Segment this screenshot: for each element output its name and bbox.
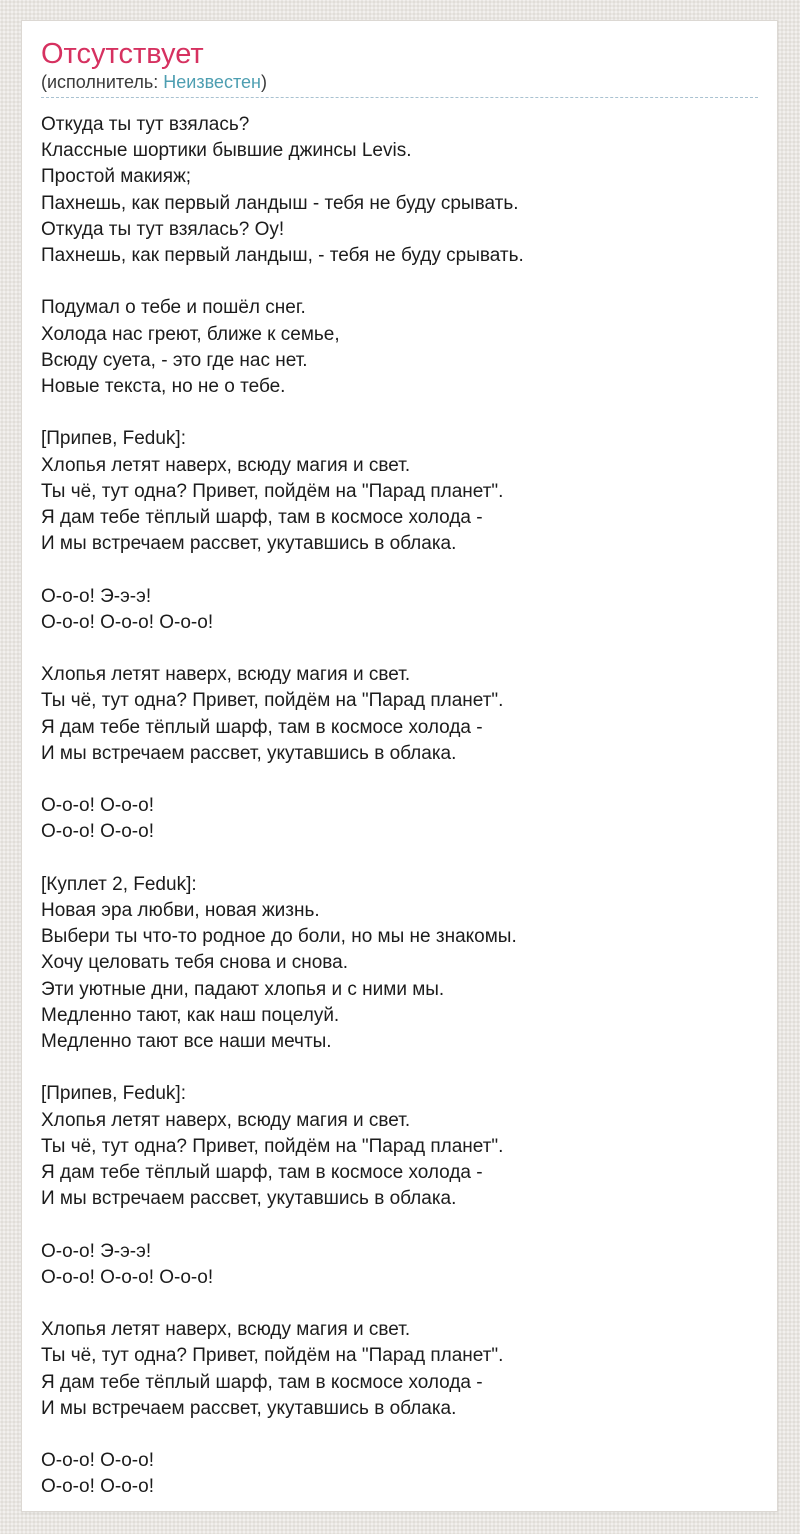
lyric-line: Всюду суета, - это где нас нет. bbox=[41, 349, 308, 371]
lyric-line: Я дам тебе тёплый шарф, там в космосе холода - bbox=[41, 507, 483, 529]
lyric-line: Эти уютные дни, падают хлопья и с ними мы. bbox=[41, 978, 445, 1000]
lyric-line: Хочу целовать тебя снова и снова. bbox=[41, 952, 349, 974]
lyric-line: О-о-о! О-о-о! О-о-о! bbox=[41, 1266, 214, 1288]
lyric-line: Классные шортики бывшие джинсы Levis. bbox=[41, 140, 412, 162]
verse bbox=[41, 1317, 758, 1422]
lyric-line: О-о-о! Э-э-э! bbox=[41, 585, 152, 607]
lyric-line: Новые текста, но не о тебе. bbox=[41, 376, 286, 398]
artist-line bbox=[41, 72, 758, 98]
lyric-line: Я дам тебе тёплый шарф, там в космосе холода - bbox=[41, 1371, 483, 1393]
artist-label-close: ) bbox=[260, 72, 267, 92]
lyric-line: О-о-о! Э-э-э! bbox=[41, 1240, 152, 1262]
lyric-line: Откуда ты тут взялась? Оу! bbox=[41, 218, 285, 240]
artist-link[interactable]: Неизвестен bbox=[163, 72, 261, 92]
lyric-line: Ты чё, тут одна? Привет, пойдём на "Парад планет". bbox=[41, 1135, 504, 1157]
lyric-line: Новая эра любви, новая жизнь. bbox=[41, 900, 320, 921]
lyric-line: Хлопья летят наверх, всюду магия и свет. bbox=[41, 664, 411, 686]
lyric-line: Хлопья летят наверх, всюду магия и свет. bbox=[41, 454, 411, 476]
lyric-line: Ты чё, тут одна? Привет, пойдём на "Парад планет". bbox=[41, 690, 504, 712]
verse bbox=[41, 426, 758, 557]
verse bbox=[41, 112, 758, 269]
lyric-line: Я дам тебе тёплый шарф, там в космосе холода - bbox=[41, 1162, 483, 1184]
verse bbox=[41, 1448, 758, 1500]
verse bbox=[41, 1081, 758, 1212]
verse bbox=[41, 1239, 758, 1291]
verse bbox=[41, 584, 758, 636]
lyric-line: Простой макияж; bbox=[41, 166, 192, 188]
lyric-line: [Куплет 2, Feduk]: bbox=[41, 873, 197, 895]
lyric-line: Хлопья летят наверх, всюду магия и свет. bbox=[41, 1319, 411, 1341]
lyrics-card bbox=[21, 20, 778, 1512]
verse bbox=[41, 872, 758, 1055]
lyric-line: И мы встречаем рассвет, укутавшись в облака. bbox=[41, 533, 457, 555]
lyric-line: Пахнешь, как первый ландыш - тебя не буду срывать. bbox=[41, 192, 519, 214]
lyric-line: Ты чё, тут одна? Привет, пойдём на "Парад планет". bbox=[41, 1345, 504, 1367]
lyric-line: Откуда ты тут взялась? bbox=[41, 114, 250, 135]
lyric-line: Медленно тают, как наш поцелуй. bbox=[41, 1004, 340, 1026]
lyric-line: Ты чё, тут одна? Привет, пойдём на "Парад планет". bbox=[41, 480, 504, 502]
lyric-line: О-о-о! О-о-о! bbox=[41, 1450, 154, 1472]
lyric-line: О-о-о! О-о-о! О-о-о! bbox=[41, 611, 214, 633]
lyric-line: О-о-о! О-о-о! bbox=[41, 795, 154, 817]
lyric-line: Холода нас греют, ближе к семье, bbox=[41, 323, 340, 345]
lyric-line: Я дам тебе тёплый шарф, там в космосе холода - bbox=[41, 716, 483, 738]
lyric-line: И мы встречаем рассвет, укутавшись в облака. bbox=[41, 742, 457, 764]
verse bbox=[41, 662, 758, 767]
artist-label: (исполнитель: bbox=[41, 72, 164, 92]
lyric-line: [Припев, Feduk]: bbox=[41, 428, 186, 450]
lyric-line: [Припев, Feduk]: bbox=[41, 1083, 186, 1105]
lyric-line: Хлопья летят наверх, всюду магия и свет. bbox=[41, 1109, 411, 1131]
song-title: Отсутствует bbox=[41, 38, 204, 70]
lyric-line: Подумал о тебе и пошёл снег. bbox=[41, 297, 306, 319]
verse bbox=[41, 793, 758, 845]
lyric-line: Пахнешь, как первый ландыш, - тебя не буду срывать. bbox=[41, 245, 524, 267]
lyric-line: О-о-о! О-о-о! bbox=[41, 1476, 154, 1498]
lyric-line: О-о-о! О-о-о! bbox=[41, 821, 154, 843]
lyric-line: Медленно тают все наши мечты. bbox=[41, 1031, 332, 1053]
lyric-line: И мы встречаем рассвет, укутавшись в облака. bbox=[41, 1397, 457, 1419]
lyric-line: И мы встречаем рассвет, укутавшись в облака. bbox=[41, 1188, 457, 1210]
lyrics-text bbox=[41, 112, 758, 1501]
verse bbox=[41, 295, 758, 400]
lyric-line: Выбери ты что-то родное до боли, но мы не знакомы. bbox=[41, 926, 517, 948]
